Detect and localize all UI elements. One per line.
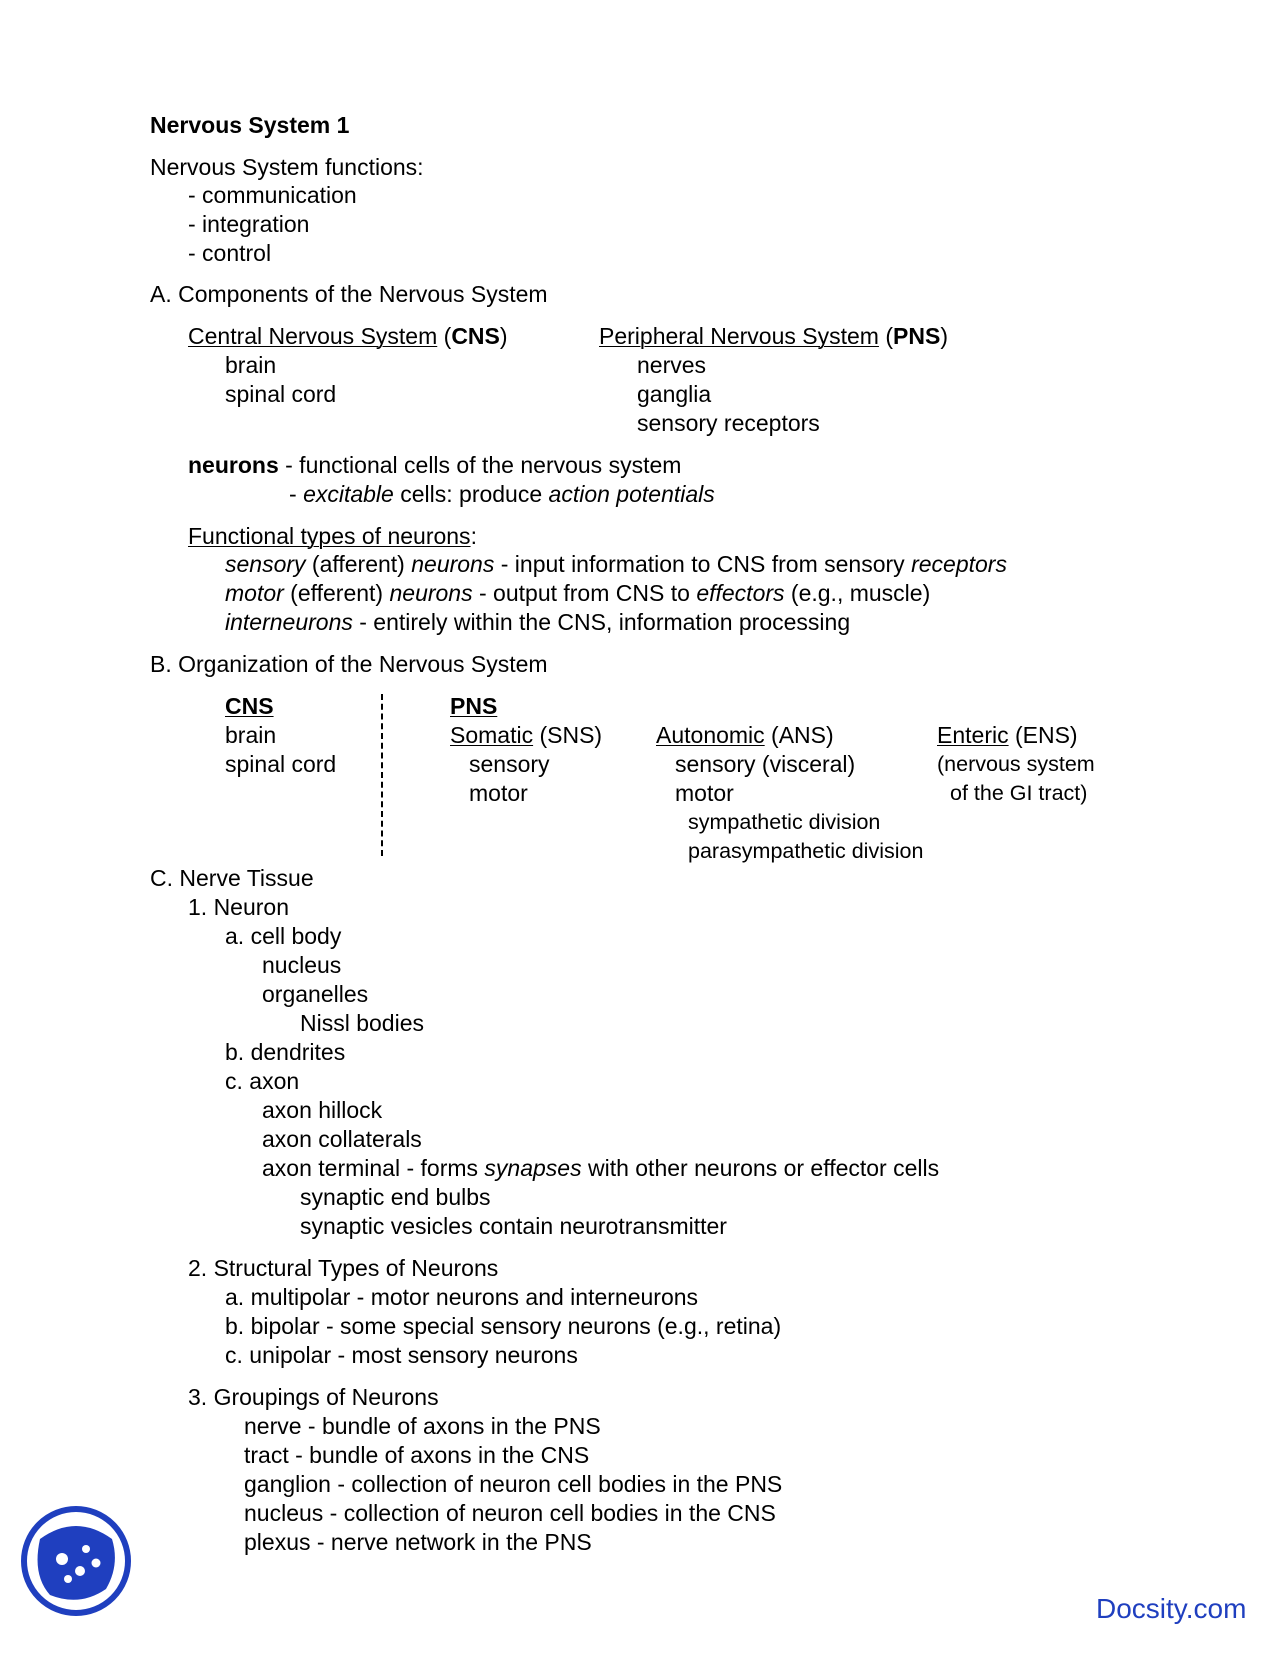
- functional-types-heading: [188, 522, 477, 550]
- cns-heading: [188, 322, 508, 350]
- somatic-abbr: (SNS): [533, 722, 603, 748]
- motor-neurons-line: [225, 579, 930, 607]
- pns-abbr: PNS: [893, 323, 941, 349]
- term: neurons: [389, 580, 473, 606]
- list-item: brain: [225, 722, 277, 748]
- autonomic-abbr: (ANS): [764, 722, 834, 748]
- functions-heading: Nervous System functions:: [150, 154, 424, 180]
- list-item: organelles: [262, 981, 369, 1007]
- list-item: nerve - bundle of axons in the PNS: [244, 1413, 601, 1439]
- term: motor: [225, 580, 284, 606]
- list-item: ganglion - collection of neuron cell bodies in the PNS: [244, 1471, 783, 1497]
- enteric-label: Enteric: [937, 722, 1009, 748]
- sensory-neurons-line: [225, 550, 1007, 578]
- neuron-heading: 1. Neuron: [188, 894, 290, 920]
- excitable-term: excitable: [303, 481, 394, 507]
- groupings-heading: 3. Groupings of Neurons: [188, 1384, 439, 1410]
- list-item: - integration: [188, 211, 310, 237]
- list-item: b. dendrites: [225, 1039, 346, 1065]
- text: - entirely within the CNS, information processing: [352, 609, 851, 635]
- text: cells: produce: [393, 481, 549, 507]
- cns-label: Central Nervous System: [188, 323, 438, 349]
- colon: :: [470, 523, 477, 549]
- list-item: a. cell body: [225, 923, 342, 949]
- list-item: parasympathetic division: [688, 839, 924, 863]
- list-item: plexus - nerve network in the PNS: [244, 1529, 592, 1555]
- enteric-heading: [937, 721, 1078, 749]
- axon-terminal-line: [262, 1154, 939, 1182]
- term: interneurons: [225, 609, 353, 635]
- text: (efferent): [283, 580, 390, 606]
- neurons-term: neurons: [188, 452, 279, 478]
- structural-heading: 2. Structural Types of Neurons: [188, 1255, 499, 1281]
- paren: ): [940, 323, 948, 349]
- page-title: Nervous System 1: [150, 112, 350, 138]
- autonomic-label: Autonomic: [656, 722, 765, 748]
- text: - output from CNS to: [472, 580, 697, 606]
- text: - input information to CNS from sensory: [494, 551, 912, 577]
- term: neurons: [411, 551, 495, 577]
- term: effectors: [696, 580, 785, 606]
- section-c-heading: C. Nerve Tissue: [150, 865, 314, 891]
- divider: [381, 694, 383, 856]
- section-a-heading: A. Components of the Nervous System: [150, 281, 548, 307]
- list-item: motor: [675, 780, 734, 806]
- list-item: spinal cord: [225, 381, 337, 407]
- list-item: spinal cord: [225, 751, 337, 777]
- list-item: tract - bundle of axons in the CNS: [244, 1442, 590, 1468]
- list-item: c. unipolar - most sensory neurons: [225, 1342, 578, 1368]
- list-item: of the GI tract): [950, 781, 1088, 805]
- text: (e.g., muscle): [784, 580, 931, 606]
- cns-abbr: CNS: [451, 323, 500, 349]
- list-item: sensory (visceral): [675, 751, 856, 777]
- paren: ): [499, 323, 508, 349]
- heading-text: Functional types of neurons: [188, 523, 471, 549]
- list-item: nerves: [637, 352, 707, 378]
- org-cns-heading: CNS: [225, 693, 274, 719]
- term: sensory: [225, 551, 306, 577]
- list-item: ganglia: [637, 381, 712, 407]
- text: axon terminal - forms: [262, 1155, 485, 1181]
- pns-heading: [599, 322, 948, 350]
- neurons-excitable: [289, 480, 715, 508]
- list-item: a. multipolar - motor neurons and interneurons: [225, 1284, 699, 1310]
- neurons-def-text: - functional cells of the nervous system: [278, 452, 682, 478]
- list-item: sensory: [469, 751, 550, 777]
- text: -: [289, 481, 304, 507]
- list-item: axon hillock: [262, 1097, 383, 1123]
- list-item: brain: [225, 352, 277, 378]
- paren: (: [437, 323, 452, 349]
- list-item: synaptic end bulbs: [300, 1184, 491, 1210]
- section-b-heading: B. Organization of the Nervous System: [150, 651, 548, 677]
- somatic-heading: [450, 721, 602, 749]
- autonomic-heading: [656, 721, 834, 749]
- pns-label: Peripheral Nervous System: [599, 323, 879, 349]
- list-item: sensory receptors: [637, 410, 820, 436]
- neurons-definition: [188, 451, 681, 479]
- enteric-abbr: (ENS): [1008, 722, 1078, 748]
- docsity-logo-icon: [20, 1505, 132, 1623]
- docsity-brand-link[interactable]: Docsity.com: [1096, 1593, 1247, 1624]
- list-item: motor: [469, 780, 528, 806]
- text: (afferent): [305, 551, 412, 577]
- org-pns-heading: PNS: [450, 693, 498, 719]
- list-item: (nervous system: [937, 752, 1095, 776]
- term: receptors: [911, 551, 1007, 577]
- synapses-term: synapses: [484, 1155, 582, 1181]
- list-item: nucleus: [262, 952, 342, 978]
- list-item: c. axon: [225, 1068, 300, 1094]
- action-potentials-term: action potentials: [548, 481, 715, 507]
- list-item: synaptic vesicles contain neurotransmitter: [300, 1213, 727, 1239]
- list-item: b. bipolar - some special sensory neurons (e.g., retina): [225, 1313, 782, 1339]
- text: with other neurons or effector cells: [581, 1155, 940, 1181]
- list-item: Nissl bodies: [300, 1010, 424, 1036]
- list-item: axon collaterals: [262, 1126, 422, 1152]
- interneurons-line: [225, 608, 850, 636]
- list-item: - control: [188, 240, 272, 266]
- list-item: nucleus - collection of neuron cell bodies in the CNS: [244, 1500, 776, 1526]
- somatic-label: Somatic: [450, 722, 534, 748]
- paren: (: [878, 323, 894, 349]
- list-item: - communication: [188, 182, 357, 208]
- list-item: sympathetic division: [688, 810, 881, 834]
